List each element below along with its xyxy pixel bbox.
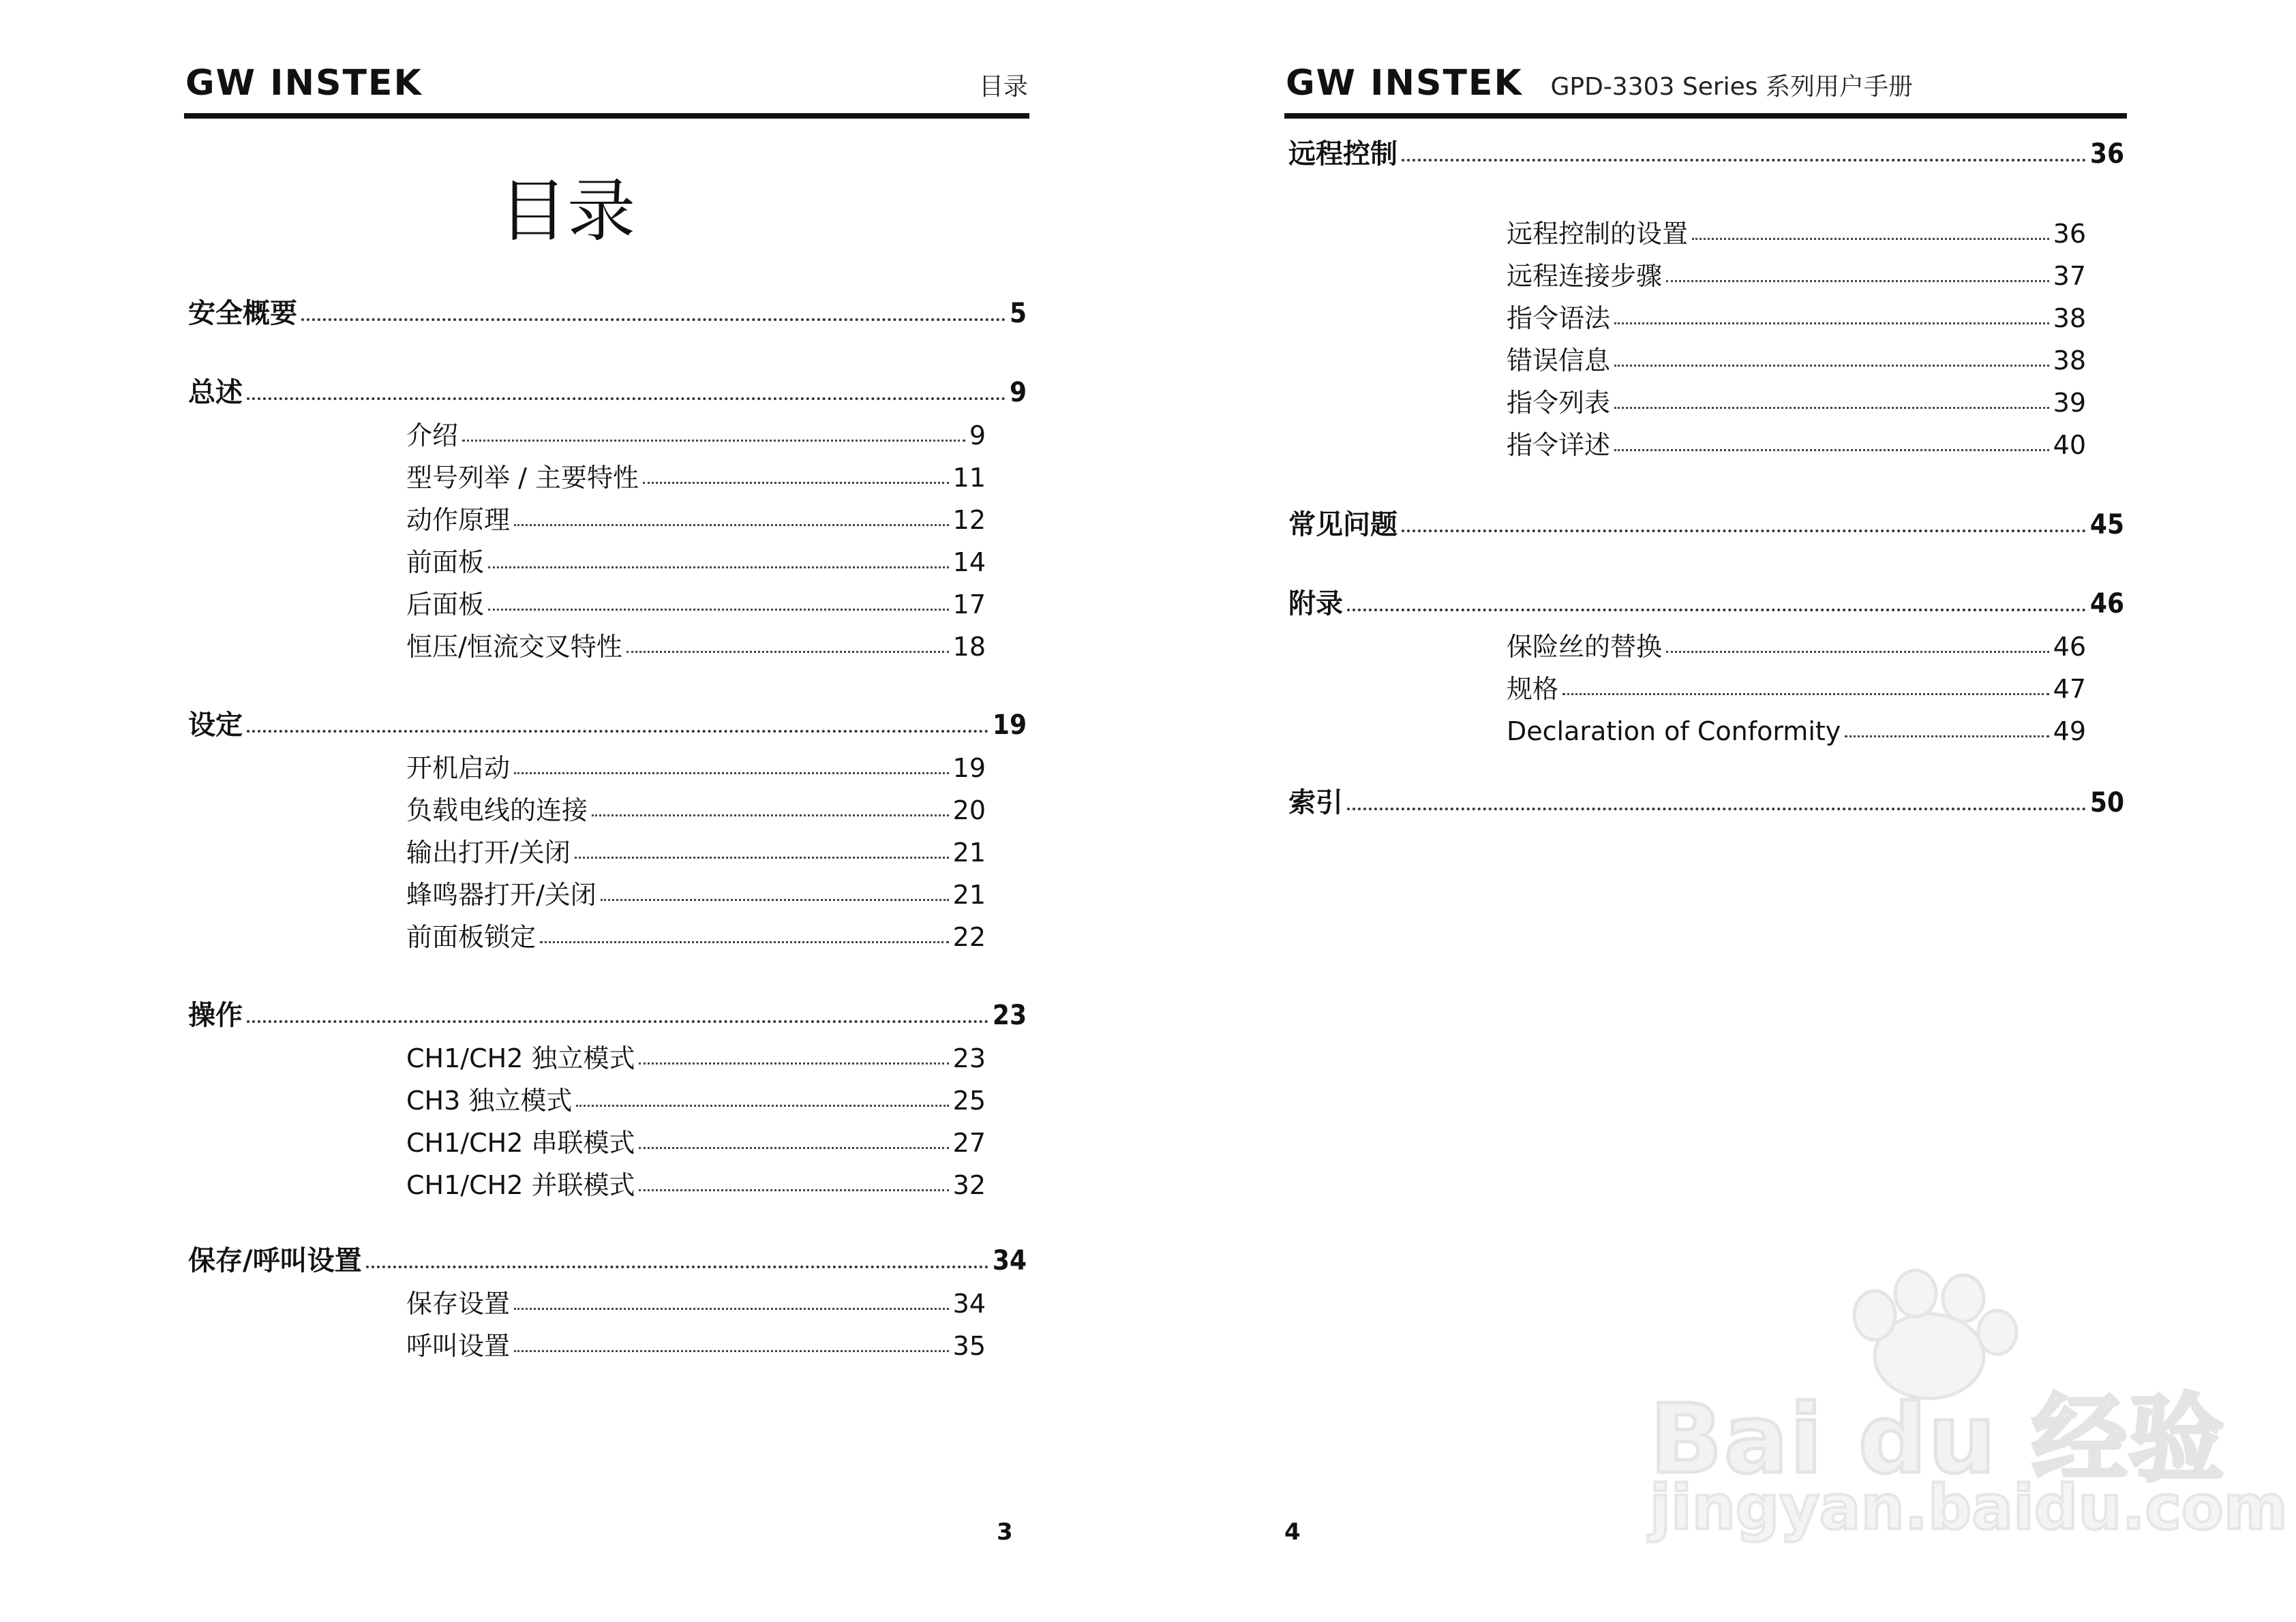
dot-leader [1402, 136, 2086, 163]
toc-chapter[interactable] [1288, 784, 2124, 822]
toc-section[interactable] [406, 1082, 986, 1119]
toc-section[interactable] [406, 544, 986, 581]
toc-section-page: 35 [952, 1331, 986, 1361]
toc-section[interactable] [1507, 215, 2086, 252]
toc-chapter-label: 常见问题 [1288, 509, 1398, 540]
toc-section-page: 46 [2053, 632, 2086, 662]
header-rule [1284, 113, 2127, 119]
toc-section-label: 前面板 [406, 547, 485, 577]
toc-section-page: 12 [952, 505, 986, 535]
toc-section-label: 介绍 [406, 420, 459, 450]
toc-section[interactable] [406, 834, 986, 871]
dot-leader [576, 1084, 948, 1110]
toc-section[interactable] [406, 1040, 986, 1077]
toc-section[interactable] [406, 459, 986, 496]
toc-section-label: 呼叫设置 [406, 1331, 511, 1361]
toc-section-page: 40 [2053, 430, 2086, 460]
toc-title: 目录 [499, 171, 635, 251]
baidu-jingyan-watermark [1622, 1268, 2288, 1554]
toc-section[interactable] [406, 1167, 986, 1204]
watermark-brand: Bai du 经验 [1650, 1384, 2226, 1495]
toc-section-page: 11 [952, 463, 986, 493]
toc-section-label: 规格 [1507, 674, 1559, 704]
toc-chapter[interactable] [1288, 506, 2124, 544]
dot-leader [1614, 301, 2049, 327]
toc-section-page: 18 [952, 632, 986, 662]
dot-leader [247, 374, 1006, 401]
toc-section[interactable] [1507, 300, 2086, 337]
toc-section-label: 指令列表 [1507, 388, 1611, 418]
dot-leader [514, 751, 949, 777]
dot-leader [575, 836, 949, 861]
toc-section-page: 37 [2053, 261, 2086, 291]
dot-leader [639, 1041, 948, 1067]
toc-section[interactable] [406, 1285, 986, 1322]
dot-leader [1845, 714, 2049, 740]
toc-chapter-page: 46 [2089, 588, 2124, 619]
dot-leader [626, 630, 949, 656]
dot-leader [601, 878, 949, 904]
toc-section[interactable] [1507, 384, 2086, 421]
toc-section-label: CH1/CH2 串联模式 [406, 1128, 635, 1158]
page-number: 4 [1284, 1518, 1301, 1546]
toc-section-label: 前面板锁定 [406, 922, 537, 952]
dot-leader [247, 707, 988, 734]
toc-section-page: 20 [952, 795, 986, 825]
dot-leader [1666, 630, 2049, 656]
dot-leader [301, 295, 1006, 322]
dot-leader [514, 1287, 949, 1313]
dot-leader [639, 1168, 948, 1194]
page-header-title: 目录 [978, 73, 1028, 101]
dot-leader [514, 503, 949, 529]
toc-chapter[interactable] [1288, 585, 2124, 623]
toc-chapter[interactable] [1288, 135, 2124, 173]
dot-leader [1347, 585, 2086, 613]
toc-chapter[interactable] [188, 373, 1027, 412]
toc-section-label: 开机启动 [406, 753, 511, 783]
toc-section-label: CH1/CH2 独立模式 [406, 1043, 635, 1073]
dot-leader [1666, 259, 2049, 285]
toc-chapter[interactable] [188, 706, 1027, 744]
toc-section-page: 21 [952, 838, 986, 868]
toc-chapter-label: 操作 [188, 1000, 243, 1031]
toc-section[interactable] [1507, 671, 2086, 707]
toc-section-label: 错误信息 [1507, 346, 1611, 376]
dot-leader [592, 793, 949, 819]
toc-section-page: 22 [952, 922, 986, 952]
toc-section[interactable] [1507, 258, 2086, 294]
toc-section-label: 负载电线的连接 [406, 795, 588, 825]
toc-section[interactable] [1507, 713, 2086, 750]
toc-chapter[interactable] [188, 294, 1027, 333]
toc-section-label: 指令详述 [1507, 430, 1611, 460]
toc-section[interactable] [1507, 628, 2086, 665]
toc-section-page: 27 [952, 1128, 986, 1158]
toc-section[interactable] [406, 919, 986, 955]
toc-section-label: 保险丝的替换 [1507, 632, 1663, 662]
dot-leader [1347, 784, 2086, 812]
dot-leader [1562, 672, 2049, 698]
toc-chapter-page: 34 [992, 1245, 1027, 1276]
dot-leader [643, 461, 949, 487]
toc-chapter-label: 索引 [1288, 787, 1343, 818]
toc-section-label: 蜂鸣器打开/关闭 [406, 880, 596, 910]
toc-chapter-page: 9 [1009, 377, 1027, 408]
toc-section-page: 19 [952, 753, 986, 783]
toc-section-label: CH3 独立模式 [406, 1086, 573, 1116]
toc-section-label: 型号列举 / 主要特性 [406, 463, 639, 493]
toc-section-page: 17 [952, 590, 986, 619]
toc-chapter-label: 远程控制 [1288, 138, 1398, 170]
toc-section-page: 34 [952, 1289, 986, 1319]
toc-section[interactable] [406, 750, 986, 786]
dot-leader [247, 997, 988, 1024]
toc-section-page: 36 [2053, 219, 2086, 249]
header-rule [184, 113, 1029, 119]
toc-section-page: 23 [952, 1043, 986, 1073]
toc-chapter-label: 设定 [188, 709, 243, 741]
toc-chapter-page: 36 [2089, 138, 2124, 170]
toc-section[interactable] [406, 586, 986, 623]
dot-leader [1402, 506, 2086, 534]
toc-chapter[interactable] [188, 996, 1027, 1035]
toc-section-page: 9 [969, 420, 986, 450]
toc-section-label: 指令语法 [1507, 303, 1611, 333]
watermark-url: jingyan.baidu.com [1650, 1472, 2288, 1544]
toc-section[interactable] [406, 1124, 986, 1161]
toc-chapter-page: 45 [2089, 509, 2124, 540]
toc-section[interactable] [406, 1328, 986, 1364]
toc-section[interactable] [406, 792, 986, 829]
dot-leader [1614, 343, 2049, 369]
toc-chapter[interactable] [188, 1242, 1027, 1280]
toc-chapter-page: 5 [1009, 298, 1027, 329]
dot-leader [1614, 386, 2049, 412]
dot-leader [462, 418, 965, 444]
toc-section-label: 输出打开/关闭 [406, 838, 571, 868]
toc-chapter-page: 19 [992, 709, 1027, 741]
dot-leader [366, 1242, 988, 1270]
toc-section-page: 49 [2053, 716, 2086, 746]
toc-section[interactable] [1507, 427, 2086, 463]
toc-section-label: 后面板 [406, 590, 485, 619]
dot-leader [1692, 217, 2049, 243]
toc-section-page: 14 [952, 547, 986, 577]
gwinstek-logo: GW INSTEK [1286, 63, 1523, 104]
gwinstek-logo: GW INSTEK [185, 63, 423, 104]
toc-section-page: 25 [952, 1086, 986, 1116]
toc-chapter-label: 保存/呼叫设置 [188, 1245, 362, 1276]
dot-leader [488, 587, 949, 613]
toc-chapter-page: 50 [2089, 787, 2124, 818]
toc-chapter-label: 总述 [188, 377, 243, 408]
toc-section-label: 动作原理 [406, 505, 511, 535]
toc-section[interactable] [406, 876, 986, 913]
toc-section[interactable] [406, 628, 986, 665]
dot-leader [514, 1329, 949, 1355]
toc-section-label: 保存设置 [406, 1289, 511, 1319]
page-number: 3 [997, 1518, 1013, 1546]
toc-section-label: 恒压/恒流交叉特性 [406, 632, 622, 662]
dot-leader [639, 1126, 948, 1152]
toc-section-label: Declaration of Conformity [1507, 716, 1841, 746]
toc-section-page: 21 [952, 880, 986, 910]
toc-section-label: 远程控制的设置 [1507, 219, 1689, 249]
toc-section[interactable] [406, 417, 986, 454]
dot-leader [488, 545, 949, 571]
toc-section-label: CH1/CH2 并联模式 [406, 1170, 635, 1200]
page-header-title: GPD-3303 Series 系列用户手册 [1550, 73, 1913, 101]
toc-section-label: 远程连接步骤 [1507, 261, 1663, 291]
toc-section-page: 47 [2053, 674, 2086, 704]
toc-section[interactable] [1507, 342, 2086, 379]
toc-section-page: 32 [952, 1170, 986, 1200]
dot-leader [1614, 428, 2049, 454]
toc-chapter-label: 附录 [1288, 588, 1343, 619]
toc-chapter-page: 23 [992, 1000, 1027, 1031]
toc-chapter-label: 安全概要 [188, 298, 297, 329]
dot-leader [540, 920, 949, 946]
toc-section-page: 38 [2053, 346, 2086, 376]
toc-section[interactable] [406, 502, 986, 538]
toc-section-page: 38 [2053, 303, 2086, 333]
toc-section-page: 39 [2053, 388, 2086, 418]
